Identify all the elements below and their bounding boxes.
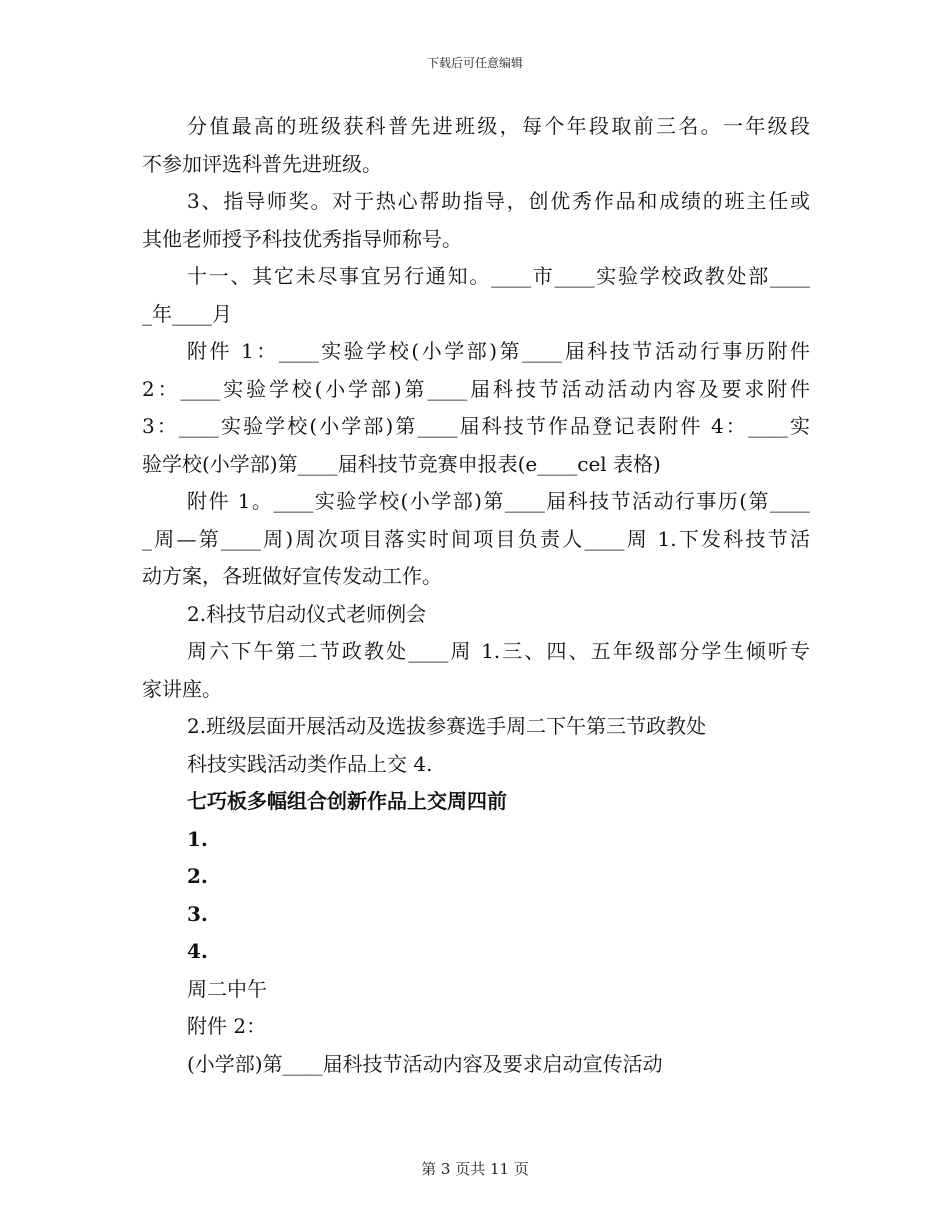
paragraph-line: 科技实践活动类作品上交 4. [187, 751, 433, 776]
list-item-number: 3. [187, 901, 208, 926]
paragraph-line: 附件 1：____实验学校(小学部)第____届科技节活动行事历附件 [187, 339, 810, 363]
paragraph-line: 周六下午第二节政教处____周 1.三、四、五年级部分学生倾听专 [187, 639, 810, 663]
paragraph-line: 动方案，各班做好宣传发动工作。 [142, 564, 442, 588]
list-item-number: 2. [187, 864, 208, 888]
paragraph-line: 其他老师授予科技优秀指导师称号。 [142, 226, 462, 251]
paragraph-line: 周二中午 [187, 976, 267, 1001]
paragraph-line: 2.班级层面开展活动及选拔参赛选手周二下午第三节政教处 [187, 714, 707, 738]
paragraph-line: 不参加评选科普先进班级。 [142, 151, 382, 176]
paragraph-line: 家讲座。 [142, 676, 222, 701]
paragraph-line: 2：____实验学校(小学部)第____届科技节活动活动内容及要求附件 [142, 376, 810, 401]
list-item-number: 4. [187, 939, 208, 963]
paragraph-line: 验学校(小学部)第____届科技节竞赛申报表(e____cel 表格) [142, 451, 661, 476]
appendix-label: 附件 2： [187, 1014, 267, 1038]
paragraph-line: 3：____实验学校(小学部)第____届科技节作品登记表附件 4：____实 [142, 414, 810, 438]
list-item-number: 1. [187, 826, 208, 851]
paragraph-line: _年____月 [142, 301, 232, 326]
paragraph-line: 十一、其它未尽事宜另行通知。____市____实验学校政教处部____ [187, 264, 810, 288]
paragraph-line: 附件 1。____实验学校(小学部)第____届科技节活动行事历(第____ [187, 489, 810, 513]
paragraph-line: 2.科技节启动仪式老师例会 [187, 601, 427, 626]
paragraph-line: 3、指导师奖。对于热心帮助指导，创优秀作品和成绩的班主任或 [187, 189, 810, 213]
paragraph-line: (小学部)第____届科技节活动内容及要求启动宣传活动 [187, 1051, 663, 1076]
page-footer-number: 第 3 页共 11 页 [421, 1160, 529, 1178]
document-body [142, 108, 810, 1083]
page-header-note: 下载后可任意编辑 [426, 56, 523, 70]
section-heading: 七巧板多幅组合创新作品上交周四前 [187, 789, 507, 813]
paragraph-line: 分值最高的班级获科普先进班级，每个年段取前三名。一年级段 [187, 114, 810, 138]
paragraph-line: _周—第____周)周次项目落实时间项目负责人____周 1.下发科技节活 [142, 526, 810, 551]
